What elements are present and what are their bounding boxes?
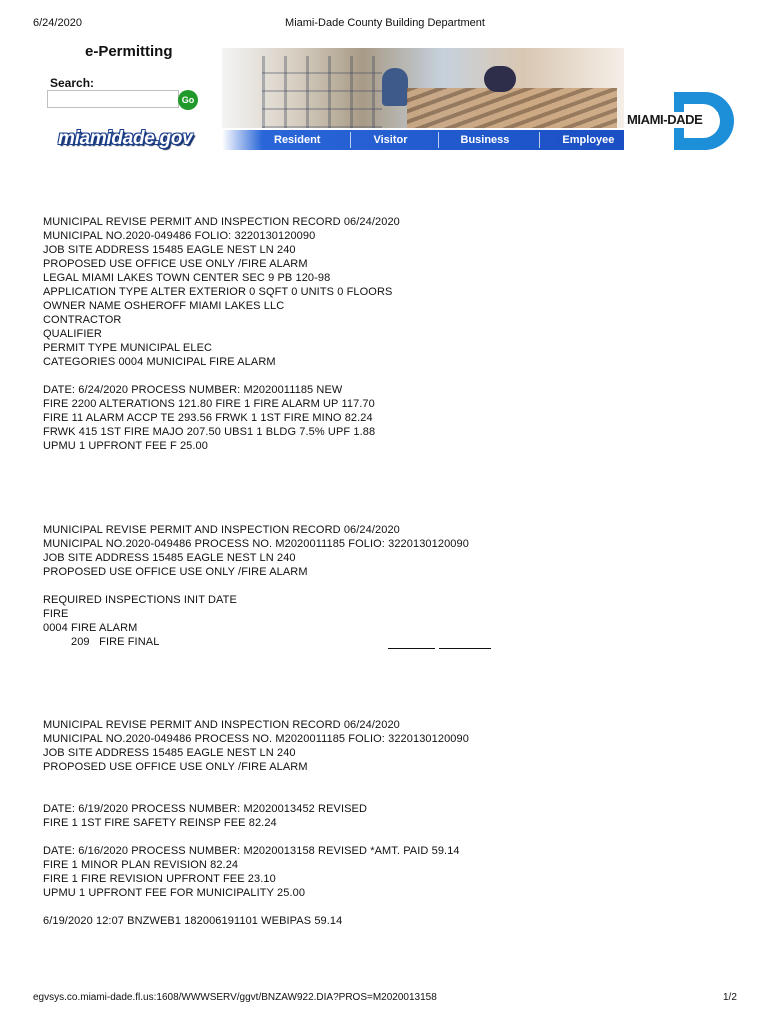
worker-figure [382,68,408,106]
go-button[interactable]: Go [178,90,198,110]
nav-employee[interactable]: Employee [562,134,615,146]
record3-line: PROPOSED USE OFFICE USE ONLY /FIRE ALARM [43,761,308,773]
nav-separator [539,132,540,148]
date-blank-line [439,648,491,649]
scaffolding-graphic [262,56,382,128]
record3-fee-line: DATE: 6/19/2020 PROCESS NUMBER: M2020013452 REVISED [43,803,368,815]
print-title: Miami-Dade County Building Department [285,17,485,29]
record1-line: LEGAL MIAMI LAKES TOWN CENTER SEC 9 PB 120-98 [43,272,331,284]
record1-line: OWNER NAME OSHEROFF MIAMI LAKES LLC [43,300,285,312]
nav-separator [438,132,439,148]
inspection-item: 209 FIRE FINAL [71,636,160,648]
nav-business[interactable]: Business [460,134,510,146]
record1-line: CATEGORIES 0004 MUNICIPAL FIRE ALARM [43,356,276,368]
eperm-title: e-Permitting [85,43,173,60]
init-blank-line [388,648,435,649]
record1-fee-line: DATE: 6/24/2020 PROCESS NUMBER: M2020011185 NEW [43,384,343,396]
record3-fee-line: FIRE 1 1ST FIRE SAFETY REINSP FEE 82.24 [43,817,277,829]
record3-line: MUNICIPAL NO.2020-049486 PROCESS NO. M2020011185 FOLIO: 3220130120090 [43,733,469,745]
page-number: 1/2 [723,992,737,1003]
record1-fee-line: FIRE 11 ALARM ACCP TE 293.56 FRWK 1 1ST FIRE MINO 82.24 [43,412,373,424]
site-nav [222,130,624,150]
payment-line: 6/19/2020 12:07 BNZWEB1 182006191101 WEBIPAS 59.14 [43,915,343,927]
record1-line: QUALIFIER [43,328,102,340]
footer-url: egvsys.co.miami-dade.fl.us:1608/WWWSERV/ggvt/BNZAW922.DIA?PROS=M2020013158 [33,992,437,1003]
inspections-category: 0004 FIRE ALARM [43,622,138,634]
record1-line: APPLICATION TYPE ALTER EXTERIOR 0 SQFT 0 UNITS 0 FLOORS [43,286,393,298]
record1-line: MUNICIPAL NO.2020-049486 FOLIO: 3220130120090 [43,230,316,242]
record3-fee-line: UPMU 1 UPFRONT FEE FOR MUNICIPALITY 25.00 [43,887,306,899]
record3-fee-line: DATE: 6/16/2020 PROCESS NUMBER: M2020013158 REVISED *AMT. PAID 59.14 [43,845,460,857]
inspections-group: FIRE [43,608,69,620]
record3-line: MUNICIPAL REVISE PERMIT AND INSPECTION RECORD 06/24/2020 [43,719,400,731]
nav-resident[interactable]: Resident [274,134,321,146]
record2-line: MUNICIPAL NO.2020-049486 PROCESS NO. M2020011185 FOLIO: 3220130120090 [43,538,469,550]
miami-dade-county-logo[interactable] [626,92,736,152]
roofer-figure [484,66,516,92]
record1-line: JOB SITE ADDRESS 15485 EAGLE NEST LN 240 [43,244,296,256]
record1-fee-line: FRWK 415 1ST FIRE MAJO 207.50 UBS1 1 BLDG 7.5% UPF 1.88 [43,426,376,438]
record3-line: JOB SITE ADDRESS 15485 EAGLE NEST LN 240 [43,747,296,759]
logo-text: MIAMI-DADE [627,112,703,127]
record2-line: MUNICIPAL REVISE PERMIT AND INSPECTION RECORD 06/24/2020 [43,524,400,536]
record2-line: PROPOSED USE OFFICE USE ONLY /FIRE ALARM [43,566,308,578]
record3-fee-line: FIRE 1 MINOR PLAN REVISION 82.24 [43,859,239,871]
nav-visitor[interactable]: Visitor [373,134,408,146]
roof-graphic [407,88,617,128]
record1-line: PROPOSED USE OFFICE USE ONLY /FIRE ALARM [43,258,308,270]
inspections-header: REQUIRED INSPECTIONS INIT DATE [43,594,237,606]
record3-fee-line: FIRE 1 FIRE REVISION UPFRONT FEE 23.10 [43,873,276,885]
header-banner-image [222,48,624,128]
search-label: Search: [50,76,95,90]
record1-fee-line: UPMU 1 UPFRONT FEE F 25.00 [43,440,208,452]
record2-line: JOB SITE ADDRESS 15485 EAGLE NEST LN 240 [43,552,296,564]
miamidade-gov-logo[interactable]: miamidade.gov [58,128,193,149]
search-input[interactable] [47,90,179,108]
record1-fee-line: FIRE 2200 ALTERATIONS 121.80 FIRE 1 FIRE ALARM UP 117.70 [43,398,375,410]
record1-line: MUNICIPAL REVISE PERMIT AND INSPECTION RECORD 06/24/2020 [43,216,400,228]
record1-line: CONTRACTOR [43,314,122,326]
nav-separator [350,132,351,148]
record1-line: PERMIT TYPE MUNICIPAL ELEC [43,342,213,354]
print-date: 6/24/2020 [33,17,82,29]
